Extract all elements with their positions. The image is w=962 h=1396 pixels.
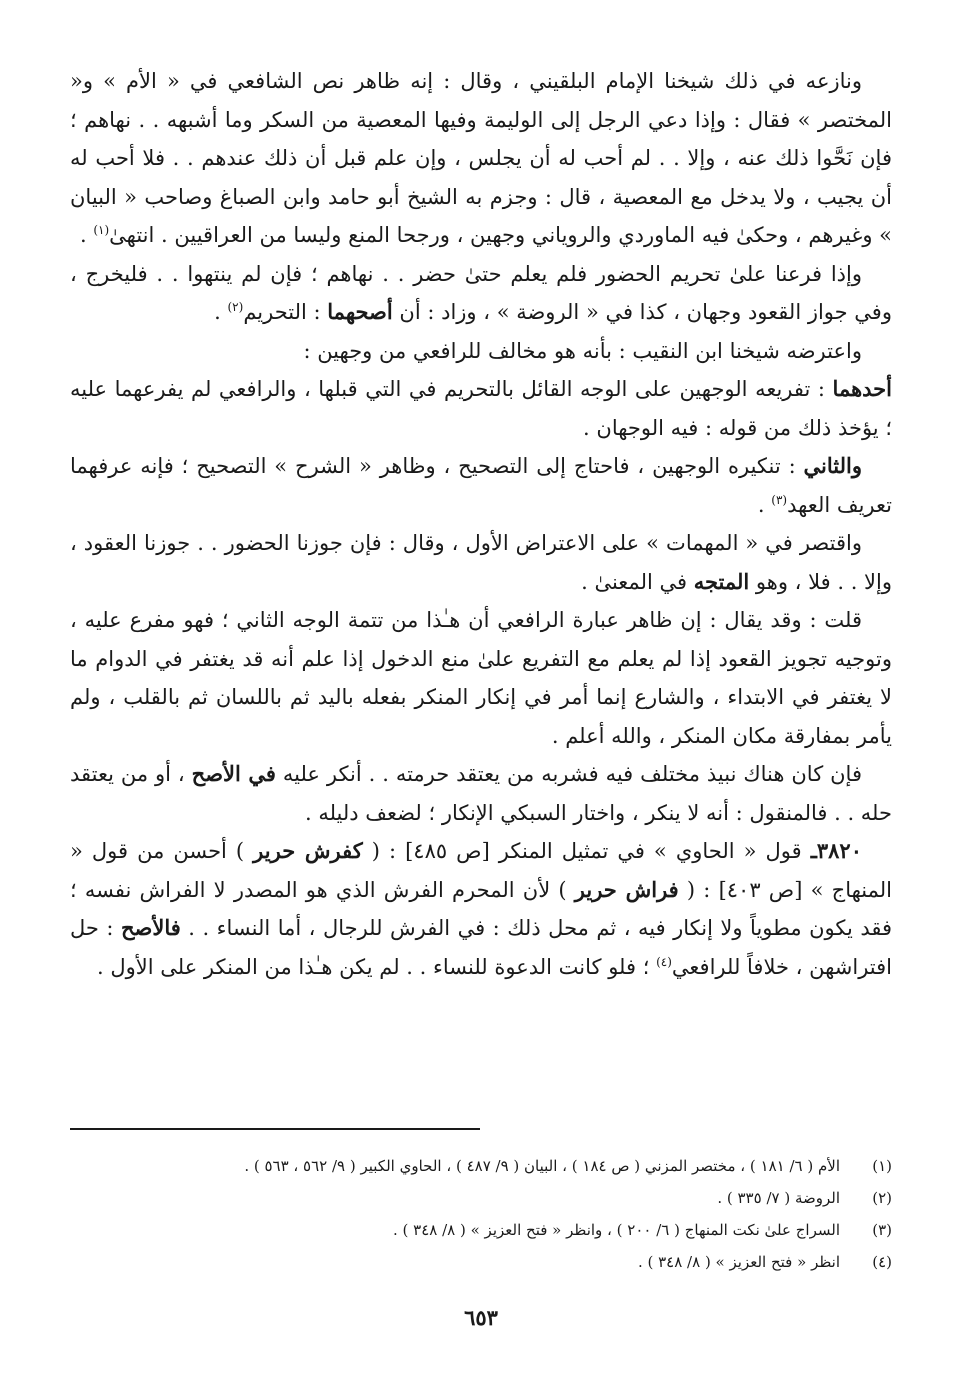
paragraph-lead: والثاني (803, 453, 862, 478)
paragraph-3 (70, 332, 892, 371)
footnote-text: الأم ( ٦/ ١٨١ ) ، مختصر المزني ( ص ١٨٤ ) ، البيان ( ٩/ ٤٨٧ ) ، الحاوي الكبير ( ٩/ ٥٦٢ ، ٥٦٣ ) . (244, 1157, 840, 1175)
paragraph-text-after: ) أحسن من قول « المنهاج » [ص ٤٠٣] : ( (70, 839, 892, 902)
paragraph-text-after: : التحريم (243, 300, 328, 324)
paragraph-text: فإن كان هناك نبيذ مختلف فيه فشربه من يعتقد حرمته . . أنكر عليه (275, 762, 862, 786)
footnote-item (70, 1246, 892, 1278)
paragraph-text: واعترضه شيخنا ابن النقيب : بأنه هو مخالف للرافعي من وجهين : (303, 338, 862, 363)
paragraph-9 (70, 832, 892, 986)
paragraph-4 (70, 370, 892, 447)
footnote-item (70, 1214, 892, 1246)
paragraph-text: : تنكيره الوجهين ، فاحتاج إلى التصحيح ، وظاهر « الشرح » التصحيح ؛ فإنه عرفهما تعريف العهد (70, 454, 892, 517)
paragraph-8 (70, 755, 892, 832)
paragraph-5 (70, 447, 892, 524)
paragraph-text: قول « الحاوي » في تمثيل المنكر [ص ٤٨٥] : ( (362, 839, 811, 863)
highlight-term: المتجه (693, 568, 750, 594)
paragraph-lead: أحدهما (832, 376, 892, 401)
paragraph-1 (70, 62, 892, 255)
highlight-term: في الأصح (191, 761, 276, 786)
page-number: ٦٥٣ (464, 1305, 498, 1330)
footnote-number: (١) (872, 1157, 892, 1175)
footnote-number: (٣) (872, 1221, 892, 1239)
footnote-ref[interactable]: (٤) (656, 954, 672, 969)
paragraph-tail: . (757, 492, 772, 517)
highlight-term: فراش حرير (574, 876, 679, 902)
footnote-number: (٢) (872, 1189, 892, 1207)
footnote-text: الروضة ( ٧/ ٣٣٥ ) . (717, 1189, 840, 1207)
footnote-ref[interactable]: (١) (93, 223, 110, 237)
paragraph-text: واقتصر في « المهمات » على الاعتراض الأول ، وقال : فإن جوزنا الحضور . . جوزنا العقود ، وإلا . . فلا ، وهو (70, 531, 892, 594)
paragraph-text: ونازعه في ذلك شيخنا الإمام البلقيني ، وقال : إنه ظاهر نص الشافعي في « الأم » و« المختصر » فقال : وإذا دعي الرجل إلى الوليمة وفيها المعصية من السكر وما أشبهه . . نهاهم ؛ فإن نَحَّوا ذلك عنه ، وإلا . . لم أحب له أن يجلس ، وإن علم قبل أن ذلك عندهم . . فلا أحب له أن يجيب ، ولا يدخل مع المعصية ، قال : وجزم به الشيخ أبو حامد وابن الصباغ وصاحب « البيان » وغيرهم ، وحكىٰ فيه الماوردي والروياني وجهين ، ورجحا المنع وليسا من العراقيين . انتهىٰ (70, 69, 892, 247)
highlight-term: كفرش حرير (253, 838, 363, 863)
footnote-ref[interactable]: (٣) (771, 492, 788, 507)
paragraph-text-after: ، أو من يعتقد حله . . فالمنقول : أنه لا ينكر ، واختار السبكي الإنكار ؛ لضعف دليله . (70, 762, 892, 825)
paragraph-7 (70, 601, 892, 755)
footnote-ref[interactable]: (٢) (227, 300, 244, 314)
paragraph-tail: ؛ فلو كانت الدعوة للنساء . . لم يكن هـٰذا من المنكر على الأول . (97, 954, 657, 979)
footnote-item (70, 1182, 892, 1214)
paragraph-text-after: : حل افتراشهن ، خلافاً للرافعي (70, 916, 892, 979)
paragraph-text: وإذا فرعنا علىٰ تحريم الحضور فلم يعلم حتىٰ حضر . . نهاهم ؛ فإن لم ينتهوا . . فليخرج ، وفي جواز القعود وجهان ، كذا في « الروضة » ، وزاد : أن (70, 261, 892, 324)
paragraph-text-after: ) لأن المحرم الفرش الذي هو المصدر لا الفراش نفسه ؛ فقد يكون مطوياً ولا إنكار فيه ، ثم محل ذلك : في الفرش للرجال ، أما النساء . . (70, 877, 893, 940)
paragraph-text: : تفريعه الوجهين على الوجه القائل بالتحريم في التي قبلها ، والرافعي لم يفرعهما عليه ؛ يؤخذ ذلك من قوله : فيه الوجهان . (70, 377, 892, 440)
footnote-item (70, 1150, 892, 1182)
paragraph-text-after: في المعنىٰ . (581, 569, 694, 594)
paragraph-text: قلت : وقد يقال : إن ظاهر عبارة الرافعي أن هـٰذا من تتمة الوجه الثاني ؛ فهو مفرع عليه ، وتوجيه تجويز القعود إذا لم يعلم مع التفريع علىٰ منع الدخول إذا علم أنه قد يغتفر في الدوام ما لا يغتفر في الابتداء ، والشارع إنما أمر في إنكار المنكر بفعله باليد ثم باللسان ثم بالقلب ، ولم يأمر بمفارقة مكان المنكر ، والله أعلم . (70, 608, 892, 748)
footnote-number: (٤) (872, 1253, 892, 1271)
paragraph-tail: . (79, 223, 94, 247)
paragraph-6 (70, 524, 892, 601)
main-text (70, 62, 892, 986)
footnotes (70, 1150, 892, 1278)
footnote-divider (70, 1128, 480, 1130)
paragraph-tail: . (214, 300, 228, 324)
highlight-term: فالأصح (120, 915, 181, 940)
entry-number: ٣٨٢٠ـ (810, 838, 862, 863)
paragraph-2 (70, 255, 892, 332)
footnote-text: انظر « فتح العزيز » ( ٨/ ٣٤٨ ) . (637, 1253, 840, 1271)
footnote-text: السراج علىٰ نكت المنهاج ( ٦/ ٢٠٠ ) ، وانظر « فتح العزيز » ( ٨/ ٣٤٨ ) . (393, 1221, 840, 1239)
highlight-term: أصحهما (327, 299, 393, 324)
